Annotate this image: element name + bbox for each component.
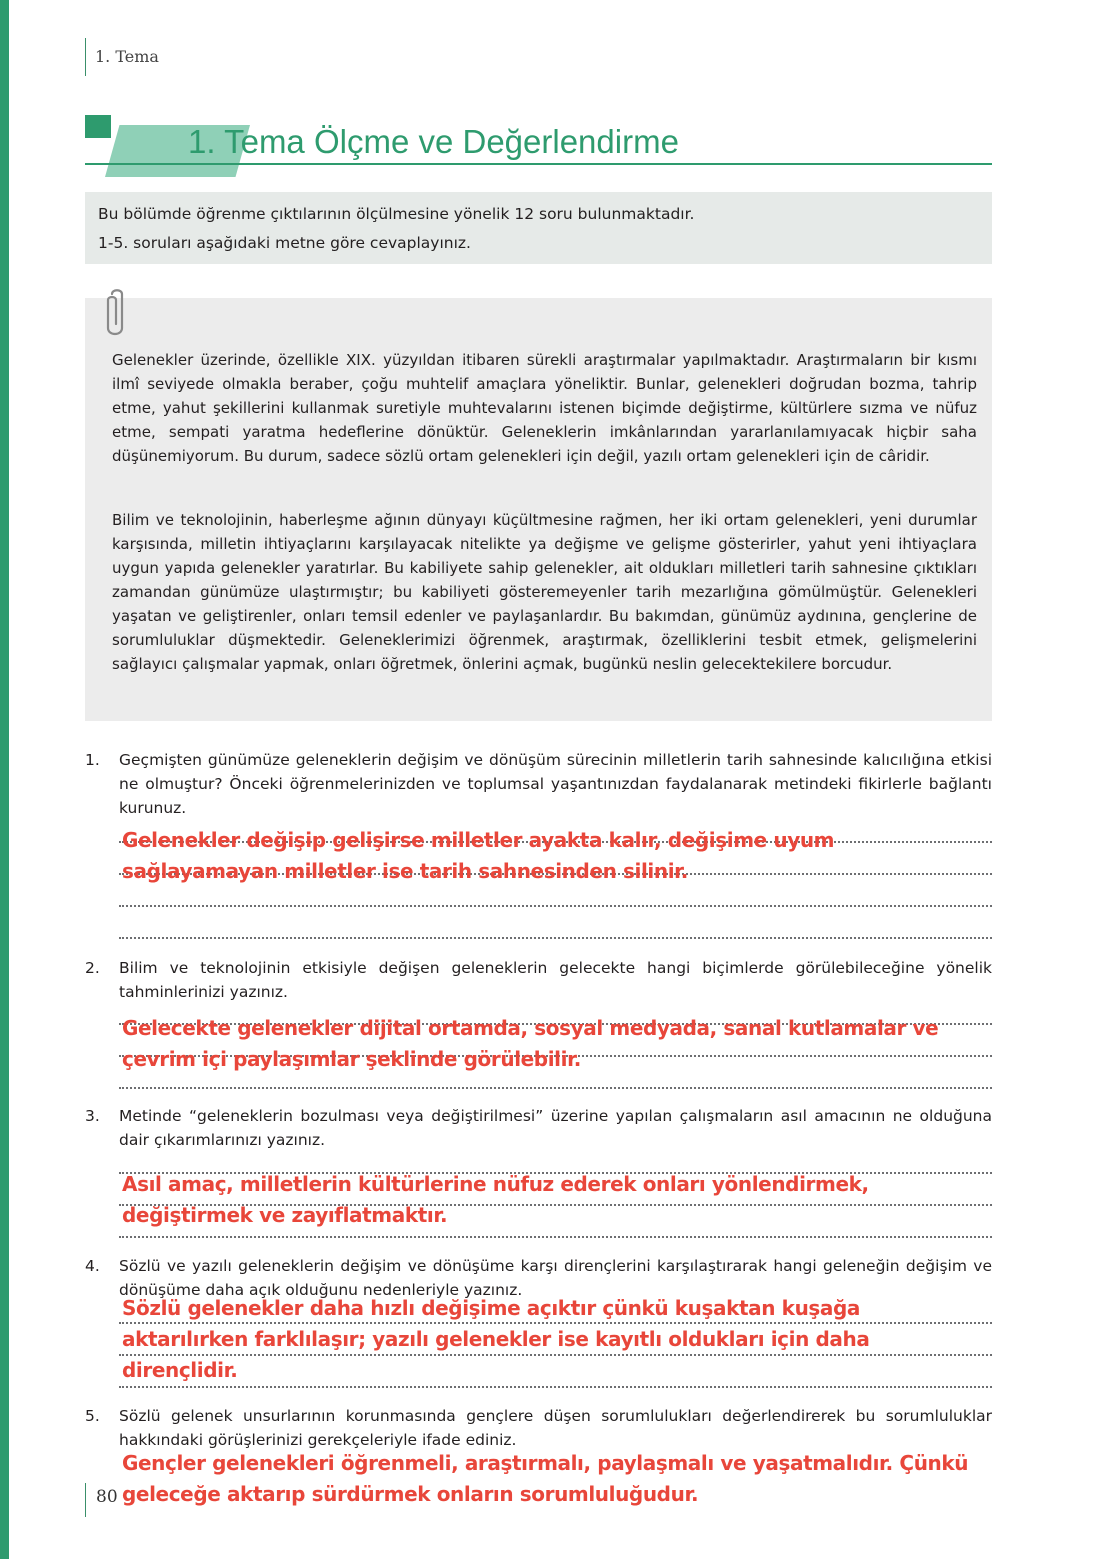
question-number: 2. <box>85 959 100 977</box>
question-text: Geçmişten günümüze geleneklerin değişim ve dönüşüm sürecinin milletlerin tarih sahnesinde kalıcılığına etkisi ne olmuştur? Önceki öğrenmelerinizden ve toplumsal yaşantınızdan faydalanarak metindeki fikirlerle bağlantı kurunuz. <box>119 751 992 817</box>
intro-line-2: 1-5. soruları aşağıdaki metne göre cevaplayınız. <box>98 234 471 252</box>
footer-rule <box>85 1483 86 1517</box>
question-number: 4. <box>85 1257 100 1275</box>
section-header: 1. Tema <box>95 47 159 66</box>
page-title: 1. Tema Ölçme ve Değerlendirme <box>188 123 679 160</box>
question-text: Sözlü gelenek unsurlarının korunmasında gençlere düşen sorumlulukları değerlendirerek bu sorumluluklar hakkındaki görüşlerinizi gerekçeleriyle ifade ediniz. <box>119 1407 992 1449</box>
title-underline <box>85 163 992 165</box>
handwritten-answer: Gelecekte gelenekler dijital ortamda, sosyal medyada, sanal kutlamalar ve çevrim içi paylaşımlar şeklinde görülebilir. <box>122 1016 939 1071</box>
answer-line <box>119 1087 992 1089</box>
intro-line-1: Bu bölümde öğrenme çıktılarının ölçülmesine yönelik 12 soru bulunmaktadır. <box>98 205 695 223</box>
page-edge-bar <box>0 0 9 1559</box>
handwritten-answer: Gençler gelenekleri öğrenmeli, araştırmalı, paylaşmalı ve yaşatmalıdır. Çünkü geleceğe aktarıp sürdürmek onların sorumluluğudur. <box>122 1451 969 1506</box>
passage-paragraph-1: Gelenekler üzerinde, özellikle XIX. yüzyıldan itibaren sürekli araştırmalar yapılmaktadır. Araştırmaların bir kısmı ilmî seviyede olmakla beraber, çoğu muhtelif amaçlara yöneliktir. Bunlar, gelenekleri doğrudan bozma, tahrip etme, yahut şekillerini kullanmak suretiyle muhtevalarını istenen biçimde değiştirme, kültürlere sızma ve nüfuz etme, sempati yaratma hedeflerine dönüktür. Geleneklerin imkânlarından yararlanılamıyacak hiçbir saha düşünemiyorum. Bu durum, sadece sözlü ortam gelenekleri için değil, yazılı ortam gelenekleri için de câridir. <box>112 351 977 465</box>
question-number: 1. <box>85 751 100 769</box>
title-block <box>85 115 992 165</box>
title-square-decoration <box>85 115 111 138</box>
answer-line <box>119 1386 992 1388</box>
handwritten-answer: Sözlü gelenekler daha hızlı değişime açıktır çünkü kuşaktan kuşağa aktarılırken farklılaşır; yazılı gelenekler ise kayıtlı oldukları için daha dirençlidir. <box>122 1296 870 1382</box>
passage-box <box>85 298 992 721</box>
answer-line <box>119 1236 992 1238</box>
header-rule <box>85 38 86 76</box>
intro-box <box>85 192 992 264</box>
handwritten-answer: Gelenekler değişip gelişirse milletler ayakta kalır, değişime uyum sağlayamayan milletler ise tarih sahnesinden silinir. <box>122 828 835 883</box>
question-text: Bilim ve teknolojinin etkisiyle değişen geleneklerin gelecekte hangi biçimlerde görülebileceğine yönelik tahminlerinizi yazınız. <box>119 959 992 1001</box>
page-number: 80 <box>96 1487 118 1507</box>
paperclip-icon <box>103 288 131 340</box>
question-number: 3. <box>85 1107 100 1125</box>
answer-line <box>119 937 992 939</box>
question-text: Sözlü ve yazılı geleneklerin değişim ve dönüşüme karşı dirençlerini karşılaştırarak hangi geleneğin değişim ve dönüşüme daha açık olduğunu nedenleriyle yazınız. <box>119 1257 992 1299</box>
handwritten-answer: Asıl amaç, milletlerin kültürlerine nüfuz ederek onları yönlendirmek, değiştirmek ve zayıflatmaktır. <box>122 1172 869 1227</box>
question-text: Metinde “geleneklerin bozulması veya değiştirilmesi” üzerine yapılan çalışmaların asıl amacının ne olduğuna dair çıkarımlarınızı yazınız. <box>119 1107 992 1149</box>
question-number: 5. <box>85 1407 100 1425</box>
answer-line <box>119 905 992 907</box>
passage-paragraph-2: Bilim ve teknolojinin, haberleşme ağının dünyayı küçültmesine rağmen, her iki ortam gelenekleri, yeni durumlar karşısında, milletin ihtiyaçlarını karşılayacak nitelikte ya değişme ve gelişme gösterirler, yahut yeni ihtiyaçlara uygun yapıda gelenekler yaratırlar. Bu kabiliyete sahip gelenekler, ait oldukları milletleri tarih sahnesine çıktıkları zamandan günümüze ulaştırmıştır; bu kabiliyeti gösteremeyenler tarih mezarlığına gömülmüştür. Gelenekleri yaşatan ve geliştirenler, onları temsil edenler ve paylaşanlardır. Bu bakımdan, günümüz aydınına, gençlerine de sorumluluklar düşmektedir. Geleneklerimizi öğrenmek, araştırmak, özelliklerini tesbit etmek, gelişmelerini sağlayıcı çalışmalar yapmak, onları öğretmek, önlerini açmak, bugünkü neslin gelecektekilere borcudur. <box>112 511 977 673</box>
